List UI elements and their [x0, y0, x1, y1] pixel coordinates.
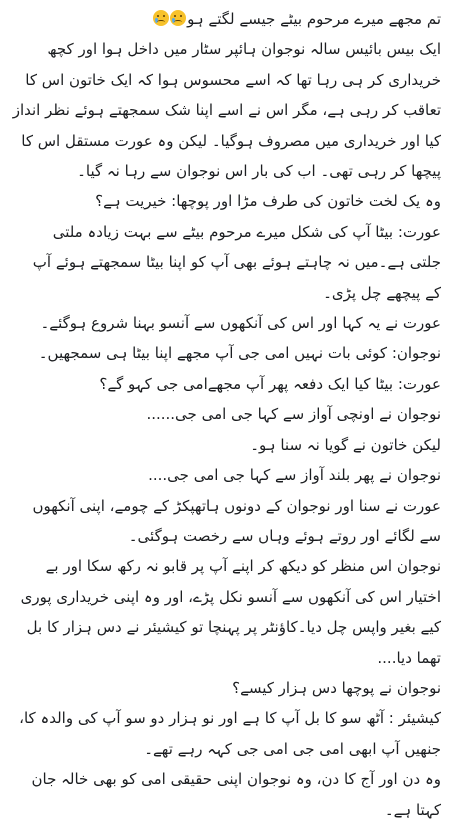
- line-text: جلتی ہے۔میں نہ چاہتے ہوئے بھی آپ کو اپنا بیٹا سمجھتے ہوئے آپ: [32, 253, 441, 272]
- story-paragraph: [8, 308, 441, 338]
- text-line: [8, 217, 441, 247]
- line-text: عورت: بیٹا آپ کی شکل میرے مرحوم بیٹے سے بہت زیادہ ملتی: [52, 222, 441, 241]
- line-text: کیشیئر : آٹھ سو کا بل آپ کا ہے اور نو ہزار دو سو آپ کی والدہ کا،: [19, 709, 441, 728]
- story-paragraph: [8, 460, 441, 490]
- text-line: [8, 308, 441, 338]
- story-paragraph: [8, 673, 441, 703]
- line-text: وہ دن اور آج کا دن، وہ نوجوان اپنی حقیقی امی کو بھی خالہ جان: [31, 770, 441, 789]
- text-line: [8, 95, 441, 125]
- text-line: [8, 551, 441, 581]
- text-line: [8, 734, 441, 764]
- story-paragraph: [8, 4, 441, 34]
- line-text: عورت نے سنا اور نوجوان کے دونوں ہاتھپکڑ کے چومے، اپنی آنکھوں: [32, 496, 441, 515]
- text-line: [8, 491, 441, 521]
- line-text: کیے بغیر واپس چل دیا۔کاؤنٹر پر پہنچا تو کیشیئر نے دس ہزار کا بل: [26, 618, 441, 637]
- sad-tear-icon: [170, 10, 186, 26]
- line-text: سے لگائے اور روتے ہوئے وہاں سے رخصت ہوگئی۔: [128, 526, 441, 545]
- story-paragraph: [8, 551, 441, 673]
- text-line: [8, 673, 441, 703]
- text-line: [8, 338, 441, 368]
- text-line: [8, 703, 441, 733]
- text-line: [8, 278, 441, 308]
- line-text: خریداری کر ہی رہا تھا کہ اسے محسوس ہوا کہ ایک خاتون اس کا: [25, 70, 441, 89]
- story-paragraph: [8, 186, 441, 216]
- text-line: [8, 4, 441, 34]
- text-line: [8, 247, 441, 277]
- text-line: [8, 795, 441, 825]
- text-line: [8, 126, 441, 156]
- line-text: کے پیچھے چل پڑی۔: [323, 283, 441, 302]
- line-text: جنھیں آپ ابھی امی جی امی جی کہہ رہے تھے۔: [144, 739, 441, 758]
- story-paragraph: [8, 338, 441, 368]
- line-text: کہتا ہے۔: [384, 800, 441, 819]
- line-text: عورت: بیٹا کیا ایک دفعہ پھر آپ مجھےامی جی کہو گے؟: [99, 374, 441, 393]
- line-text: لیکن خاتون نے گویا نہ سنا ہو۔: [250, 435, 441, 454]
- sad-tear-icon: [153, 10, 169, 26]
- text-line: [8, 430, 441, 460]
- line-text: تھما دیا....: [377, 648, 441, 667]
- story-paragraph: [8, 34, 441, 186]
- story-paragraph: [8, 703, 441, 764]
- line-text: تم مجھے میرے مرحوم بیٹے جیسے لگتے ہو: [187, 10, 441, 28]
- story-paragraph: [8, 399, 441, 429]
- text-line: [8, 582, 441, 612]
- line-text: پیچھا کر رہی تھی۔ اب کی بار اس نوجوان سے رہا نہ گیا۔: [77, 162, 441, 181]
- line-text: ایک بیس بائیس سالہ نوجوان ہائپر سٹار میں داخل ہوا اور کچھ: [47, 40, 441, 59]
- line-text: نوجوان نے پوچھا دس ہزار کیسے؟: [232, 678, 441, 697]
- text-line: [8, 65, 441, 95]
- line-text: نوجوان نے اونچی آواز سے کہا جی امی جی......: [146, 405, 441, 424]
- text-line: [8, 156, 441, 186]
- story-paragraph: [8, 217, 441, 308]
- text-line: [8, 612, 441, 642]
- story-paragraph: [8, 430, 441, 460]
- text-line: [8, 521, 441, 551]
- line-text: نوجوان اس منظر کو دیکھ کر اپنے آپ پر قابو نہ رکھ سکا اور بے: [45, 557, 441, 576]
- line-text: اختیار اس کی آنکھوں سے آنسو نکل پڑے، اور وہ اپنی خریداری پوری: [20, 587, 441, 606]
- text-line: [8, 460, 441, 490]
- story-paragraph: [8, 491, 441, 552]
- text-line: [8, 34, 441, 64]
- line-text: تعاقب کر رہی ہے، مگر اس نے اسے اپنا شک سمجھتے ہوئے نظر انداز: [12, 101, 441, 120]
- text-line: [8, 643, 441, 673]
- line-text: نوجوان نے پھر بلند آواز سے کہا جی امی جی....: [148, 466, 441, 485]
- text-line: [8, 369, 441, 399]
- line-text: نوجوان: کوئی بات نہیں امی جی آپ مجھے اپنا بیٹا ہی سمجھیں۔: [38, 344, 441, 363]
- text-line: [8, 764, 441, 794]
- story-paragraph: [8, 764, 441, 825]
- story-paragraph: [8, 369, 441, 399]
- line-text: عورت نے یہ کہا اور اس کی آنکھوں سے آنسو بہنا شروع ہوگئے۔: [40, 314, 441, 333]
- text-line: [8, 186, 441, 216]
- line-text: کیا اور خریداری میں مصروف ہوگیا۔ لیکن وہ عورت مستقل اس کا: [21, 131, 441, 150]
- text-line: [8, 399, 441, 429]
- line-text: وہ یک لخت خاتون کی طرف مڑا اور پوچھا: خیریت ہے؟: [95, 192, 441, 211]
